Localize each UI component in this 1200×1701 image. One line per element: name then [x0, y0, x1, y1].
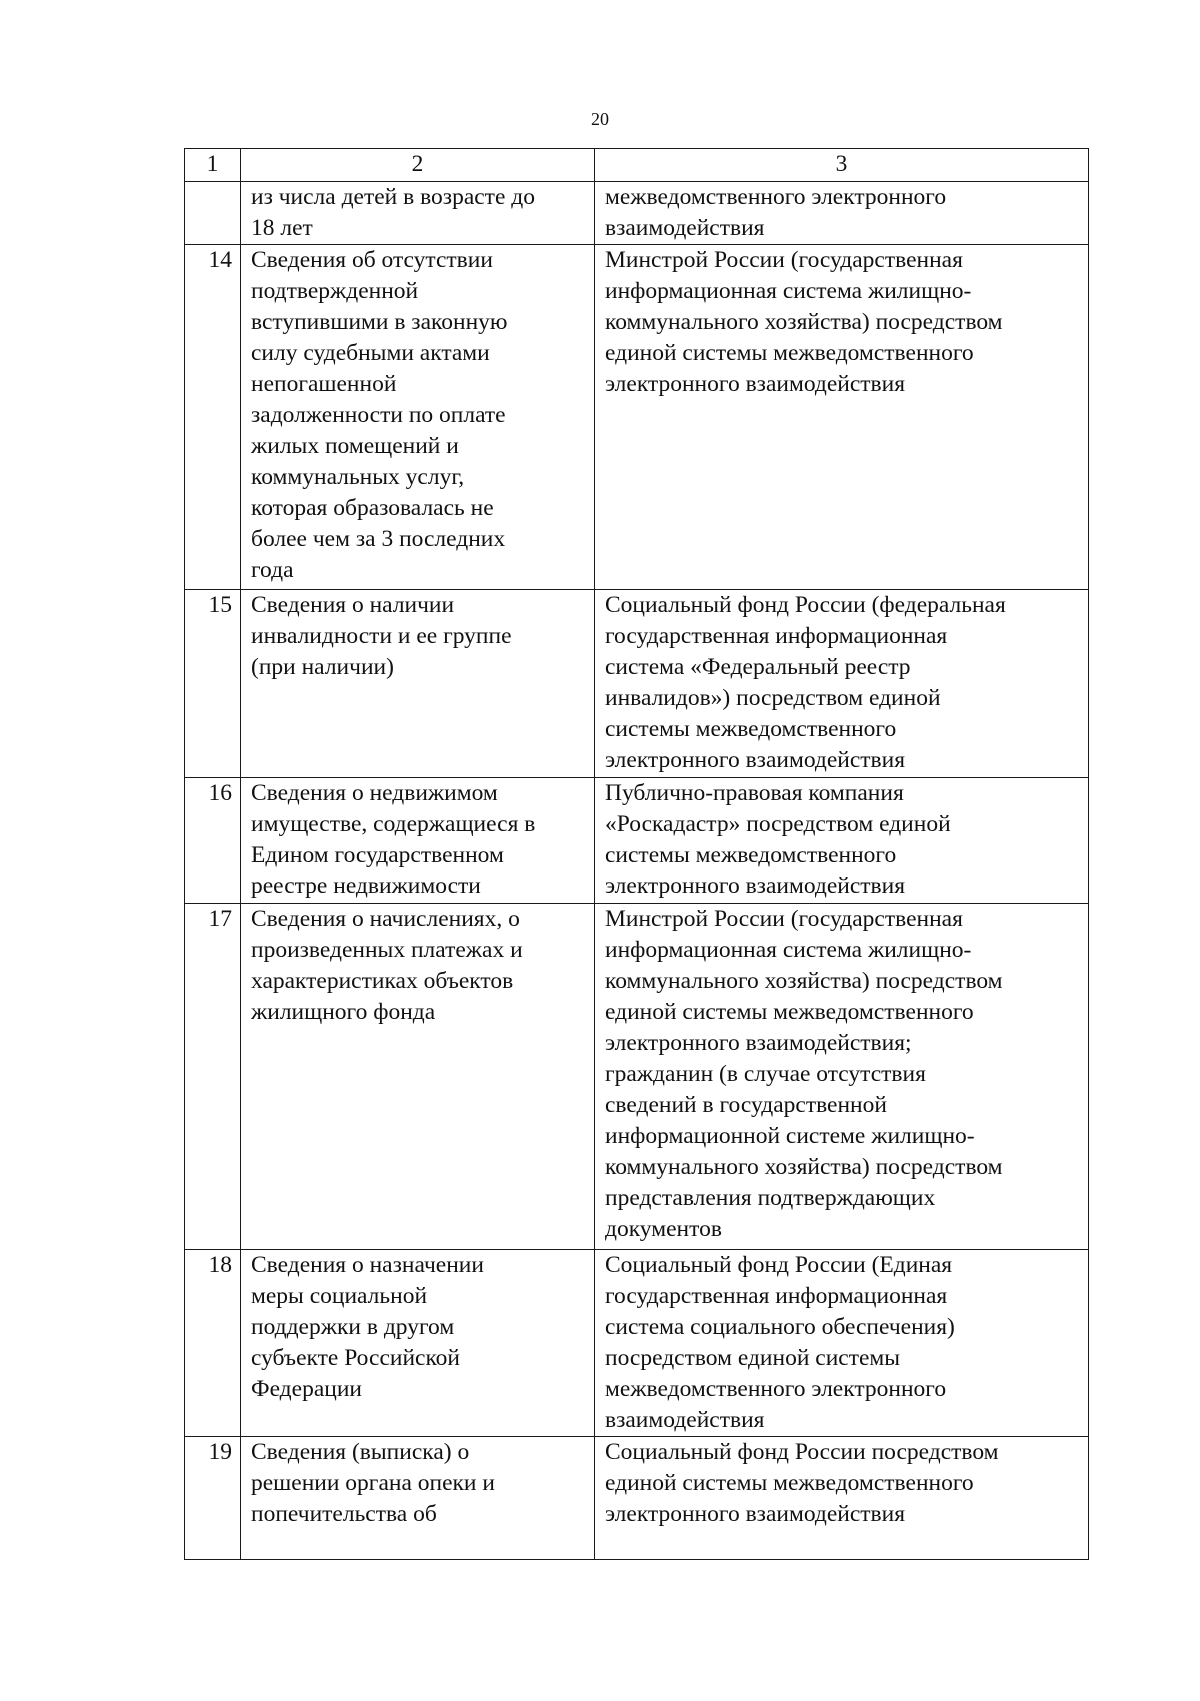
row-source: межведомственного электронного взаимодействия — [595, 182, 1089, 245]
row-info: Сведения об отсутствии подтвержденной вступившими в законную силу судебными актами непогашенной задолженности по оплате жилых помещений и коммунальных услуг, которая образовалась не более чем за 3 последних года — [241, 245, 595, 590]
row-info: Сведения (выписка) о решении органа опеки и попечительства об — [241, 1437, 595, 1560]
table-row — [185, 590, 1089, 778]
row-info: Сведения о назначении меры социальной поддержки в другом субъекте Российской Федерации — [241, 1250, 595, 1437]
row-number: 16 — [185, 778, 241, 904]
row-source: Минстрой России (государственная информационная система жилищно- коммунального хозяйства) посредством единой системы межведомственного электронного взаимодействия; гражданин (в случае отсутствия сведений в государственной информационной системе жилищно- коммунального хозяйства) посредством представления подтверждающих документов — [595, 904, 1089, 1250]
row-number: 14 — [185, 245, 241, 590]
row-info: из числа детей в возрасте до 18 лет — [241, 182, 595, 245]
row-source: Социальный фонд России (Единая государственная информационная система социального обеспечения) посредством единой системы межведомственного электронного взаимодействия — [595, 1250, 1089, 1437]
table-row — [185, 778, 1089, 904]
table-row — [185, 904, 1089, 1250]
row-number: 19 — [185, 1437, 241, 1560]
table-row — [185, 182, 1089, 245]
row-info: Сведения о наличии инвалидности и ее группе (при наличии) — [241, 590, 595, 778]
row-number: 15 — [185, 590, 241, 778]
column-header-info: 2 — [241, 149, 595, 182]
row-source: Публично-правовая компания «Роскадастр» посредством единой системы межведомственного электронного взаимодействия — [595, 778, 1089, 904]
row-source: Социальный фонд России (федеральная государственная информационная система «Федеральный реестр инвалидов») посредством единой системы межведомственного электронного взаимодействия — [595, 590, 1089, 778]
row-source: Социальный фонд России посредством единой системы межведомственного электронного взаимодействия — [595, 1437, 1089, 1560]
page-number: 20 — [591, 109, 609, 129]
data-table — [184, 148, 1089, 1560]
table-header-row — [185, 149, 1089, 182]
table-row — [185, 245, 1089, 590]
row-info: Сведения о недвижимом имуществе, содержащиеся в Едином государственном реестре недвижимости — [241, 778, 595, 904]
row-number — [185, 182, 241, 245]
row-number: 18 — [185, 1250, 241, 1437]
column-header-source: 3 — [595, 149, 1089, 182]
row-number: 17 — [185, 904, 241, 1250]
row-info: Сведения о начислениях, о произведенных платежах и характеристиках объектов жилищного фонда — [241, 904, 595, 1250]
table-row — [185, 1250, 1089, 1437]
column-header-number: 1 — [185, 149, 241, 182]
table-row — [185, 1437, 1089, 1560]
row-source: Минстрой России (государственная информационная система жилищно- коммунального хозяйства) посредством единой системы межведомственного электронного взаимодействия — [595, 245, 1089, 590]
